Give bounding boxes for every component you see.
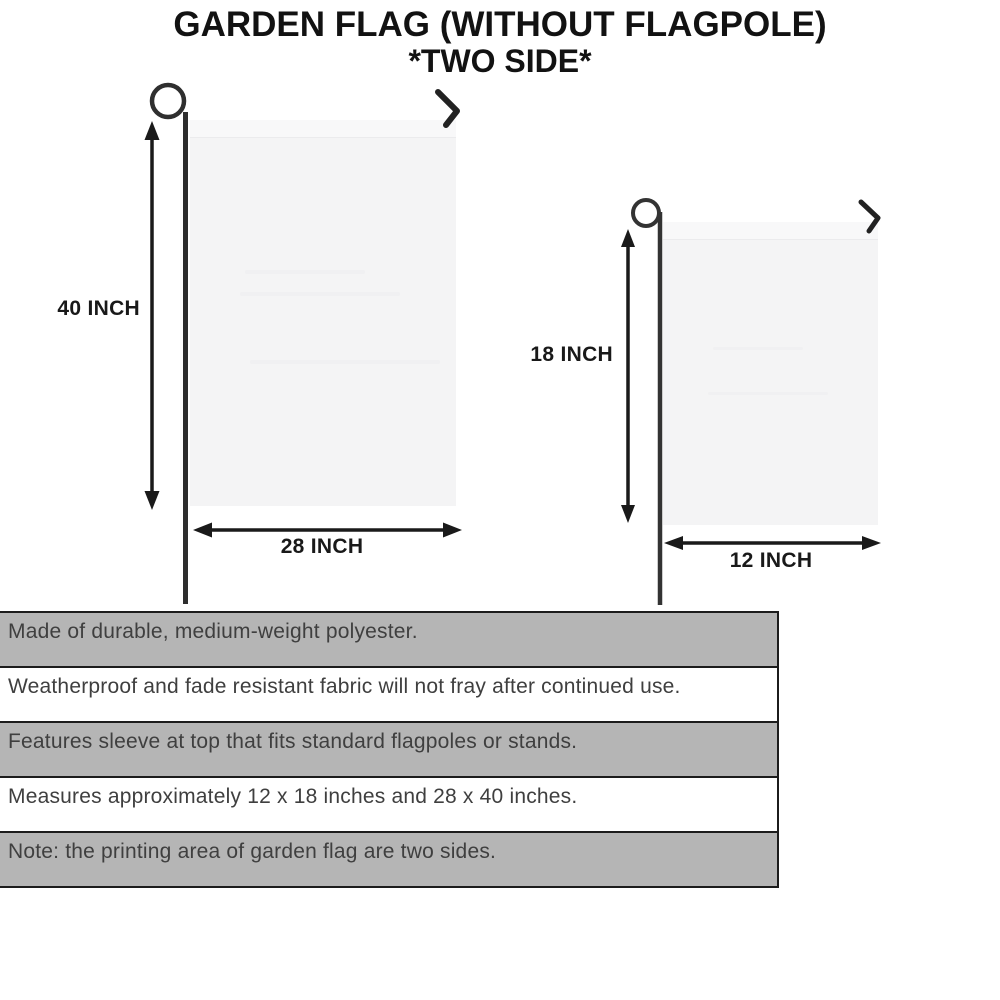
small-flag-width-label: 12 INCH (729, 549, 813, 572)
small-flag-height-label: 18 INCH (530, 343, 613, 366)
title-line-1: GARDEN FLAG (WITHOUT FLAGPOLE) (173, 5, 827, 44)
spec-row-note: Note: the printing area of garden flag are two sides. (0, 833, 777, 888)
title-line-2: *TWO SIDE* (408, 43, 592, 79)
spec-row-sleeve: Features sleeve at top that fits standard flagpoles or stands. (0, 723, 777, 778)
small-flag-hook-icon (861, 202, 878, 231)
large-flagpole (152, 85, 186, 604)
large-height-arrow (145, 121, 160, 510)
large-flag-hook-icon (438, 92, 457, 125)
large-flag-width-label: 28 INCH (280, 535, 364, 558)
spec-row-measurements: Measures approximately 12 x 18 inches and 28 x 40 inches. (0, 778, 777, 833)
small-height-arrow (621, 229, 635, 523)
small-flagpole (633, 200, 660, 605)
large-flag-height-label: 40 INCH (57, 297, 140, 320)
spec-table (0, 611, 779, 888)
spec-row-weatherproof: Weatherproof and fade resistant fabric will not fray after continued use. (0, 668, 777, 723)
small-width-arrow (664, 536, 881, 550)
spec-row-material: Made of durable, medium-weight polyester. (0, 613, 777, 668)
